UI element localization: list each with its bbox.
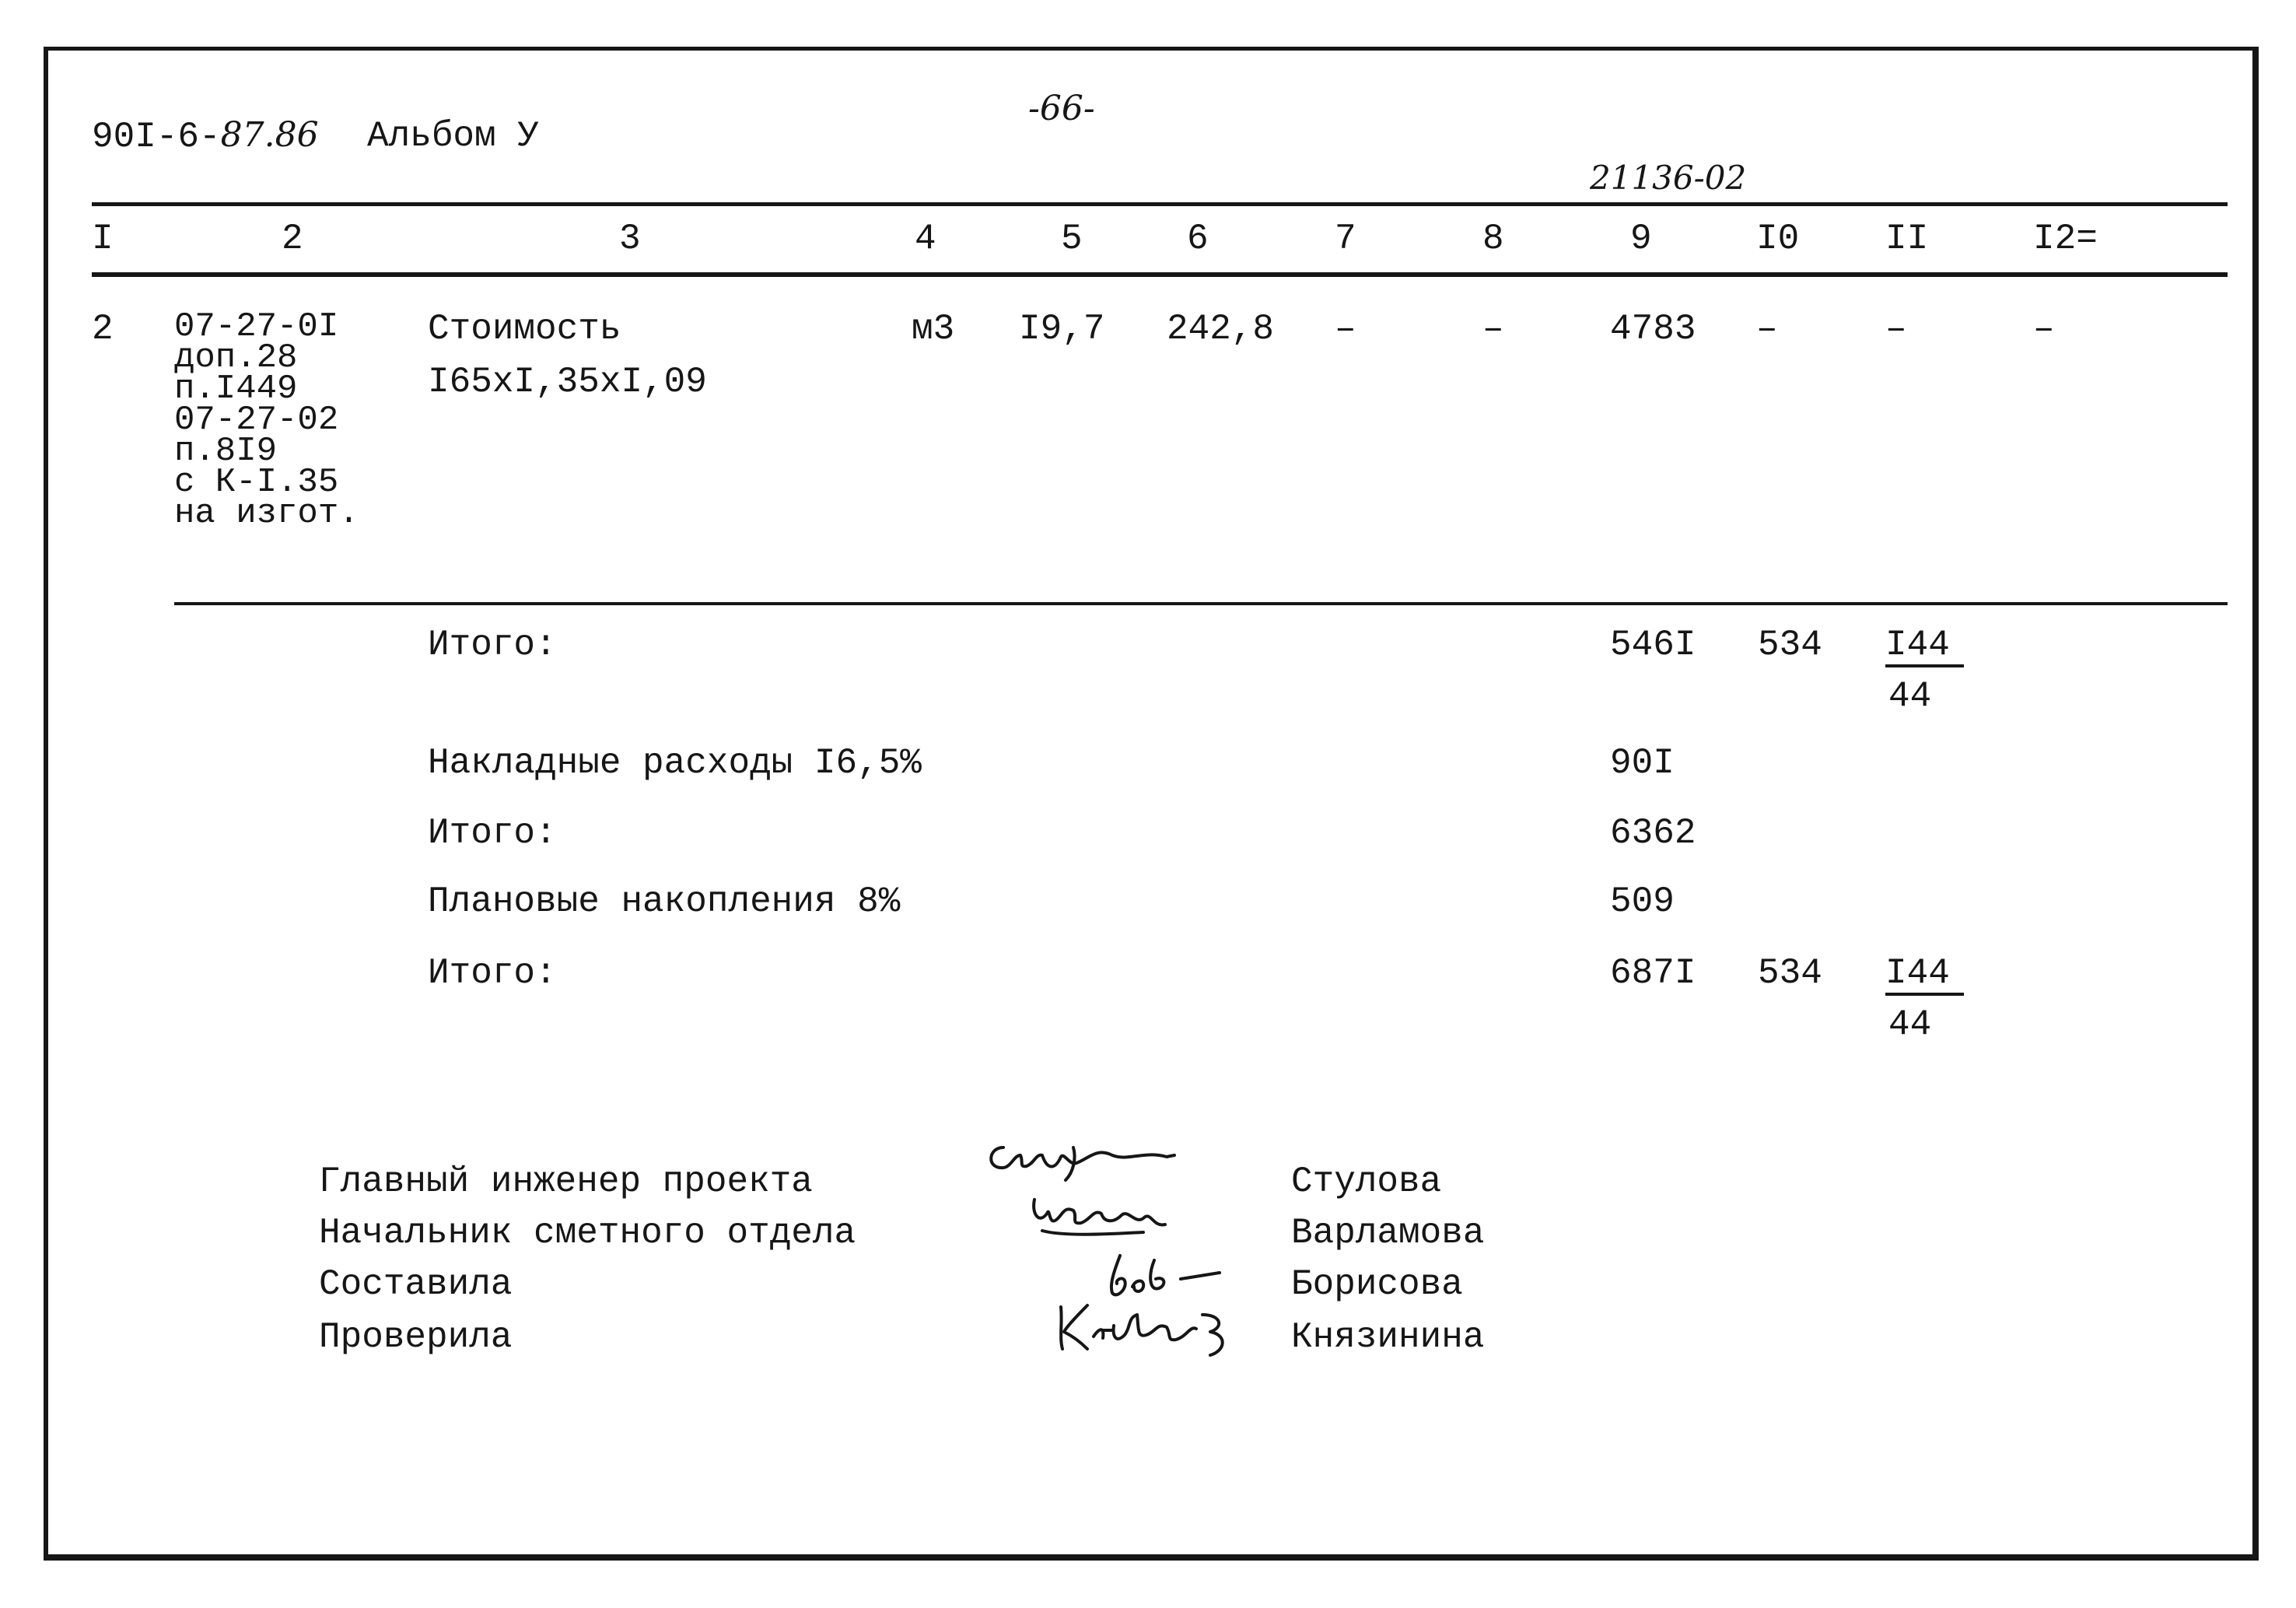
row-price: 242,8 [1167, 309, 1275, 349]
col-header-5: 5 [1061, 219, 1083, 259]
col-header-2: 2 [282, 219, 303, 259]
document-code-printed: 90I-6- [92, 117, 221, 157]
row-formula: I65xI,35xI,09 [428, 362, 707, 402]
total-col9-1: 546I [1610, 625, 1696, 665]
row-quantity: I9,7 [1019, 309, 1105, 349]
header-bottom-rule [92, 272, 2228, 277]
col-header-7: 7 [1335, 219, 1356, 259]
role-head-estimates: Начальник сметного отдела [319, 1213, 856, 1253]
col-header-12: I2= [2033, 219, 2098, 259]
row-col7: – [1335, 309, 1356, 349]
totals-rule [174, 602, 2228, 605]
col-header-3: 3 [619, 219, 641, 259]
name-chief-engineer: Стулова [1291, 1161, 1442, 1202]
total-label-3: Итого: [428, 953, 557, 993]
row-col9: 4783 [1610, 309, 1696, 349]
signature-head-estimates [1019, 1182, 1221, 1245]
total-col10-1: 534 [1758, 625, 1822, 665]
signature-chief-engineer [980, 1132, 1213, 1186]
name-checked-by: Князинина [1291, 1317, 1485, 1358]
col-header-6: 6 [1187, 219, 1209, 259]
role-chief-engineer: Главный инженер проекта [319, 1161, 813, 1202]
row-col11: – [1885, 309, 1907, 349]
total-col9-2: 6362 [1610, 813, 1696, 853]
document-code [92, 115, 319, 157]
row-number: 2 [92, 309, 114, 349]
row-codes: 07-27-0I доп.28 п.I449 07-27-02 п.8I9 с К-I.35 на изгот. [174, 307, 359, 533]
role-compiled-by: Составила [319, 1264, 513, 1305]
row-col10: – [1756, 309, 1778, 349]
row-unit: м3 [912, 309, 955, 349]
total-col11-top-3: I44 [1885, 955, 1964, 996]
total-label-1: Итого: [428, 625, 557, 665]
doc-number: 21136-02 [1590, 159, 1747, 197]
col-header-11: II [1885, 219, 1929, 259]
role-checked-by: Проверила [319, 1317, 513, 1358]
table-top-rule [92, 202, 2228, 206]
col-header-9: 9 [1630, 219, 1652, 259]
total-col9-3: 687I [1610, 953, 1696, 993]
name-head-estimates: Варламова [1291, 1213, 1485, 1253]
overhead-label: Накладные расходы I6,5% [428, 743, 922, 783]
total-col10-3: 534 [1758, 953, 1822, 993]
row-name: Стоимость [428, 309, 621, 349]
col-header-1: I [92, 219, 114, 259]
total-label-2: Итого: [428, 813, 557, 853]
name-compiled-by: Борисова [1291, 1264, 1463, 1305]
total-col11-bottom-3: 44 [1888, 1004, 1932, 1045]
overhead-value: 90I [1610, 743, 1675, 783]
col-header-10: I0 [1756, 219, 1800, 259]
col-header-4: 4 [915, 219, 936, 259]
row-col12: – [2033, 309, 2055, 349]
page-number: -66- [1028, 89, 1095, 128]
col-header-8: 8 [1482, 219, 1504, 259]
album-label: Альбом У [367, 116, 539, 156]
row-col8: – [1482, 309, 1504, 349]
document-code-handwritten: 87.86 [220, 115, 319, 155]
planned-savings-label: Плановые накопления 8% [428, 881, 901, 922]
total-col11-bottom-1: 44 [1888, 676, 1932, 716]
planned-savings-value: 509 [1610, 881, 1675, 922]
signature-checked-by [1050, 1291, 1268, 1369]
total-col11-top-1: I44 [1885, 627, 1964, 667]
